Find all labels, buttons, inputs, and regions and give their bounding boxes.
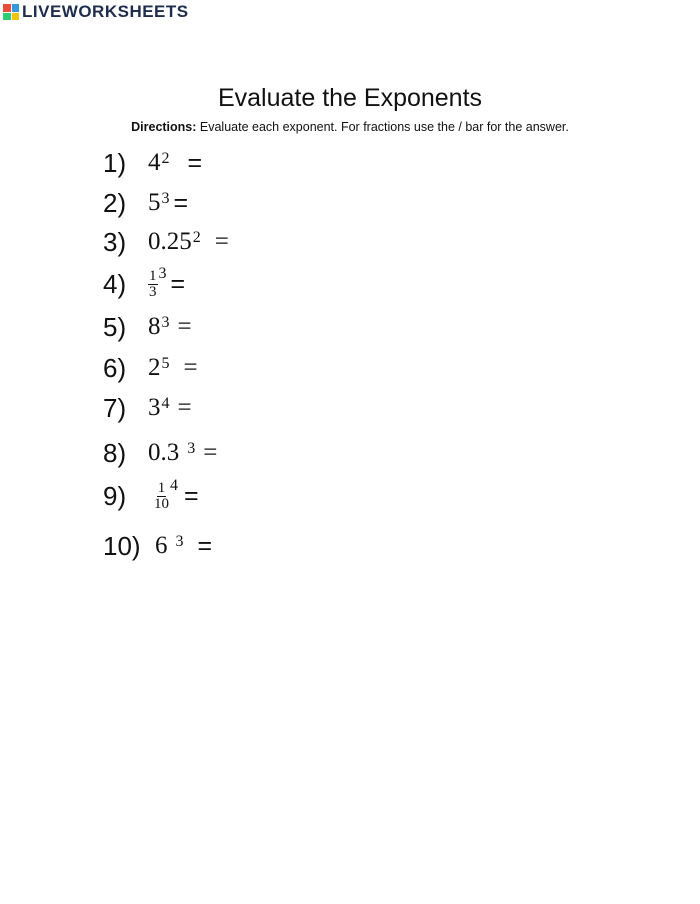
problem-number: 6) <box>103 352 127 383</box>
directions-text: Evaluate each exponent. For fractions use the / bar for the answer. <box>196 120 569 134</box>
directions <box>0 120 700 134</box>
problem-2 <box>103 185 188 221</box>
equals: = <box>214 228 229 255</box>
exponent: 3 <box>161 190 170 207</box>
base: 4 <box>148 149 161 176</box>
exponent: 2 <box>161 150 170 167</box>
problem-number: 10) <box>103 530 141 561</box>
page-title: Evaluate the Exponents <box>217 84 483 112</box>
directions-label: Directions: <box>131 120 197 134</box>
base: 0.3 <box>148 439 180 466</box>
problem-7 <box>103 390 192 426</box>
problem-5 <box>103 309 192 345</box>
logo-text: LIVEWORKSHEETS <box>22 2 189 21</box>
base: 5 <box>148 189 161 216</box>
liveworksheets-logo <box>3 2 189 22</box>
problem-number: 3) <box>103 226 127 257</box>
equals: = <box>203 439 218 466</box>
exponent: 3 <box>161 314 170 331</box>
problem-number: 4) <box>103 268 127 299</box>
problem-1 <box>103 145 202 181</box>
equals: = <box>177 394 192 421</box>
exponent: 4 <box>161 395 170 412</box>
problem-number: 5) <box>103 311 127 342</box>
fraction <box>148 269 158 300</box>
base: 3 <box>148 394 161 421</box>
equals: = <box>187 148 203 177</box>
exponent: 3 <box>158 265 167 282</box>
fraction <box>154 481 169 512</box>
equals: = <box>183 354 198 381</box>
denominator: 3 <box>149 283 157 300</box>
exponent: 2 <box>192 229 201 246</box>
equals: = <box>173 188 189 217</box>
problem-number: 8) <box>103 437 127 468</box>
exponent: 3 <box>187 440 196 457</box>
base: 2 <box>148 354 161 381</box>
numerator: 1 <box>149 267 157 284</box>
denominator: 10 <box>154 495 169 512</box>
equals: = <box>177 313 192 340</box>
equals: = <box>170 269 186 298</box>
equals: = <box>184 481 199 510</box>
problem-6 <box>103 350 198 386</box>
problem-number: 9) <box>103 480 127 511</box>
problem-4 <box>103 266 185 302</box>
problem-3 <box>103 224 229 260</box>
numerator: 1 <box>157 479 166 496</box>
exponent: 4 <box>170 477 178 494</box>
problem-10 <box>103 528 212 564</box>
base: 0.25 <box>148 228 192 255</box>
exponent: 5 <box>161 355 170 372</box>
problem-9 <box>103 478 199 514</box>
logo-icon <box>3 4 19 20</box>
problem-8 <box>103 435 217 471</box>
problem-number: 7) <box>103 392 127 423</box>
equals: = <box>197 531 213 560</box>
base: 8 <box>148 313 161 340</box>
base: 6 <box>155 532 168 559</box>
problem-number: 1) <box>103 147 127 178</box>
exponent: 3 <box>175 533 184 550</box>
problem-number: 2) <box>103 187 127 218</box>
